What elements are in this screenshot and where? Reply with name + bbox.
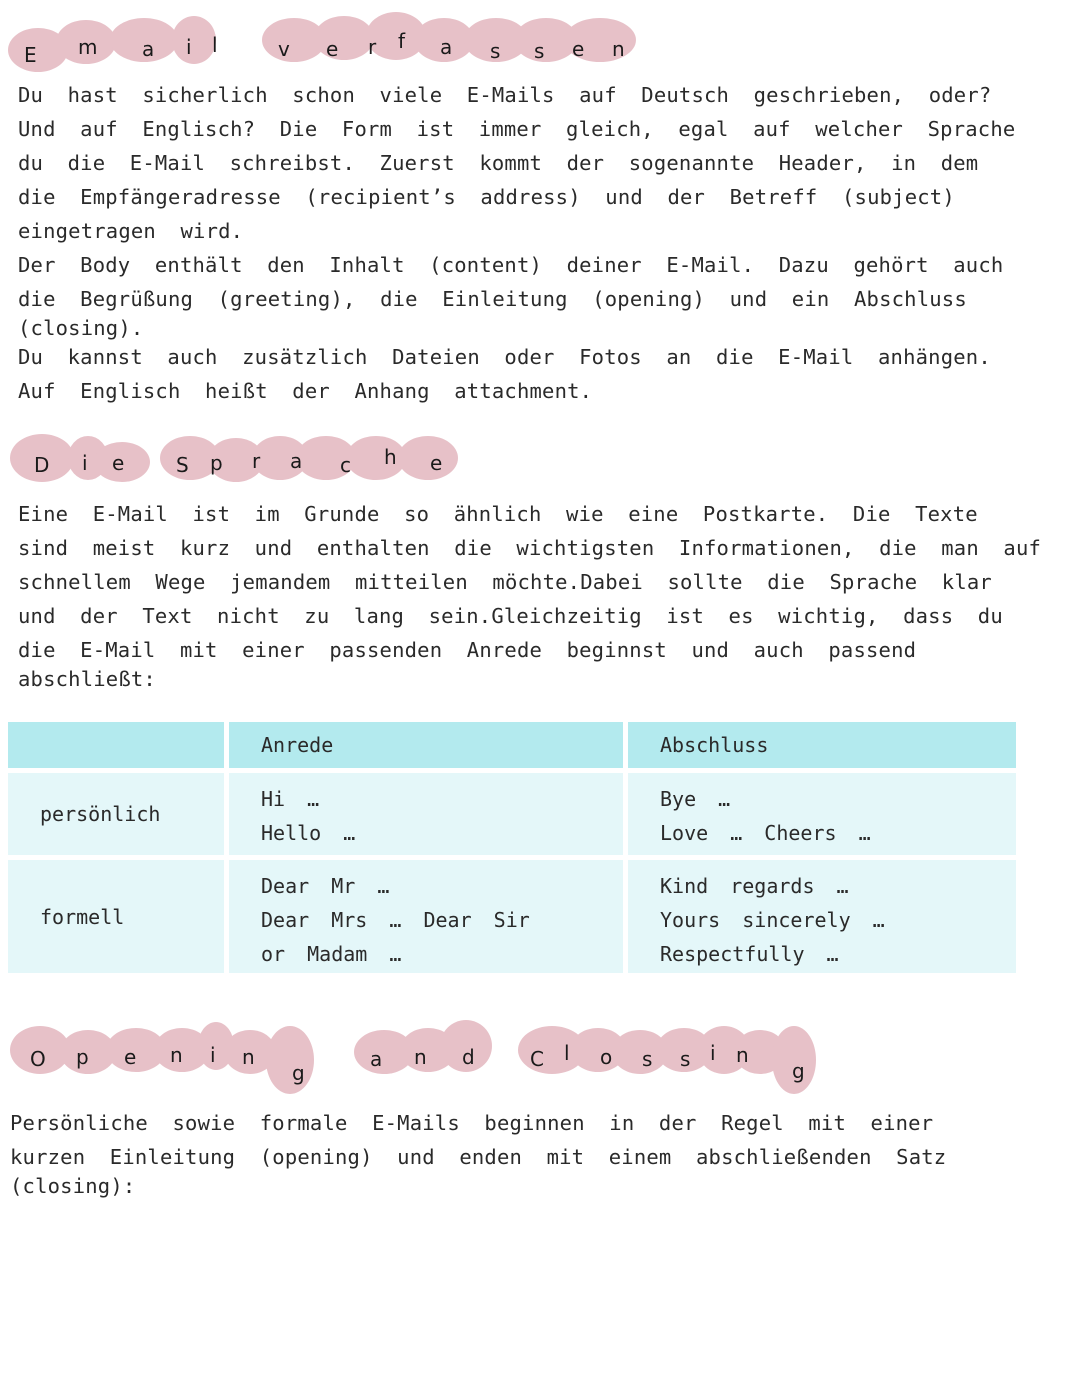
heading-letter: g [292, 1061, 305, 1085]
text-line: Du kannst auch zusätzlich Dateien oder Fotos an die E-Mail anhängen. [18, 345, 991, 369]
text-line: (closing): [10, 1174, 136, 1198]
cell-line: Respectfully … [660, 942, 839, 966]
text-line: die Begrüßung (greeting), die Einleitung (opening) und ein Abschluss [18, 287, 967, 311]
table-header-abschluss: Abschluss [628, 722, 1016, 768]
heading-letter: p [210, 451, 223, 475]
heading-letter: C [530, 1047, 544, 1071]
heading-letter: c [340, 453, 351, 477]
heading-letter: i [186, 35, 192, 59]
text-line: schnellem Wege jemandem mitteilen möchte.Dabei sollte die Sprache klar [18, 570, 992, 594]
cell-line: or Madam … [261, 942, 402, 966]
heading-opening-and-closing [4, 1020, 1004, 1100]
row-label-persoenlich: persönlich [8, 773, 224, 855]
heading-letter: n [612, 37, 625, 61]
row-label-formell: formell [8, 860, 224, 973]
heading-letter: S [176, 453, 189, 477]
heading-letter: h [384, 445, 397, 469]
heading-email-verfassen-art [4, 10, 1004, 72]
cell-line: Love … Cheers … [660, 821, 871, 845]
heading-letter: m [78, 35, 98, 59]
heading-letter: O [30, 1047, 46, 1071]
text-line: Und auf Englisch? Die Form ist immer gleich, egal auf welcher Sprache [18, 117, 1016, 141]
heading-letter: E [24, 43, 37, 67]
paragraph-email-intro [18, 78, 1068, 408]
heading-letter: v [278, 37, 290, 61]
table-row [8, 860, 1016, 973]
heading-letter: n [170, 1043, 183, 1067]
text-line: die Empfängeradresse (recipient’s address) und der Betreff (subject) [18, 185, 955, 209]
heading-letter: l [212, 33, 218, 57]
heading-letter: l [564, 1041, 570, 1065]
heading-letter: i [710, 1041, 716, 1065]
greeting-table [8, 722, 1016, 978]
text-line: Du hast sicherlich schon viele E-Mails auf Deutsch geschrieben, oder? [18, 83, 992, 107]
heading-letter: a [290, 449, 303, 473]
text-line: Persönliche sowie formale E-Mails beginnen in der Regel mit einer [10, 1111, 934, 1135]
cell-line: Hi … [261, 787, 320, 811]
heading-letter: n [736, 1043, 749, 1067]
heading-letter: p [76, 1045, 89, 1069]
heading-letter: s [680, 1047, 691, 1071]
heading-letter: a [370, 1047, 383, 1071]
text-line: (closing). [18, 316, 144, 340]
heading-letter: e [326, 37, 339, 61]
heading-letter: D [34, 453, 50, 477]
text-line: die E-Mail mit einer passenden Anrede beginnst und auch passend [18, 638, 917, 662]
heading-letter: d [462, 1045, 475, 1069]
heading-letter: a [142, 37, 155, 61]
anrede-cell [229, 773, 623, 855]
heading-letter: s [490, 39, 501, 63]
anrede-cell [229, 860, 623, 973]
paragraph-opening-closing [10, 1106, 1060, 1198]
heading-letter: r [252, 449, 261, 473]
heading-letter: i [210, 1043, 216, 1067]
heading-letter: i [82, 451, 88, 475]
heading-letter: e [430, 451, 443, 475]
heading-letter: f [398, 29, 406, 53]
heading-letter: s [534, 39, 545, 63]
heading-letter: o [600, 1045, 613, 1069]
heading-die-sprache [4, 428, 1004, 490]
cell-line: Dear Mrs … Dear Sir [261, 908, 530, 932]
heading-letter: a [440, 35, 453, 59]
cell-line: Bye … [660, 787, 731, 811]
cell-line: Hello … [261, 821, 356, 845]
abschluss-cell [628, 773, 1016, 855]
text-line: Der Body enthält den Inhalt (content) deiner E-Mail. Dazu gehört auch [18, 253, 1004, 277]
text-line: abschließt: [18, 667, 156, 691]
table-header-cell [8, 722, 224, 768]
text-line: du die E-Mail schreibst. Zuerst kommt der sogenannte Header, in dem [18, 151, 979, 175]
table-row [8, 773, 1016, 855]
heading-opening-and-closing-art [4, 1020, 1004, 1100]
heading-letter: s [642, 1047, 653, 1071]
heading-email-verfassen [4, 10, 1004, 72]
heading-letter: r [368, 35, 377, 59]
cell-line: Yours sincerely … [660, 908, 885, 932]
abschluss-cell [628, 860, 1016, 973]
heading-die-sprache-art [4, 428, 1004, 490]
heading-letter: n [414, 1045, 427, 1069]
text-line: Auf Englisch heißt der Anhang attachment. [18, 379, 593, 403]
heading-letter: e [112, 451, 125, 475]
text-line: Eine E-Mail ist im Grunde so ähnlich wie eine Postkarte. Die Texte [18, 502, 978, 526]
table-header-anrede: Anrede [229, 722, 623, 768]
text-line: kurzen Einleitung (opening) und enden mit einem abschließenden Satz [10, 1145, 947, 1169]
text-line: sind meist kurz und enthalten die wichtigsten Informationen, die man auf [18, 536, 1042, 560]
table-header-row [8, 722, 1016, 768]
text-line: und der Text nicht zu lang sein.Gleichzeitig ist es wichtig, dass du [18, 604, 1003, 628]
heading-letter: e [572, 37, 585, 61]
heading-letter: e [124, 1045, 137, 1069]
cell-line: Kind regards … [660, 874, 849, 898]
cell-line: Dear Mr … [261, 874, 390, 898]
heading-letter: n [242, 1045, 255, 1069]
heading-letter: g [792, 1059, 805, 1083]
paragraph-die-sprache [18, 497, 1068, 691]
text-line: eingetragen wird. [18, 219, 244, 243]
